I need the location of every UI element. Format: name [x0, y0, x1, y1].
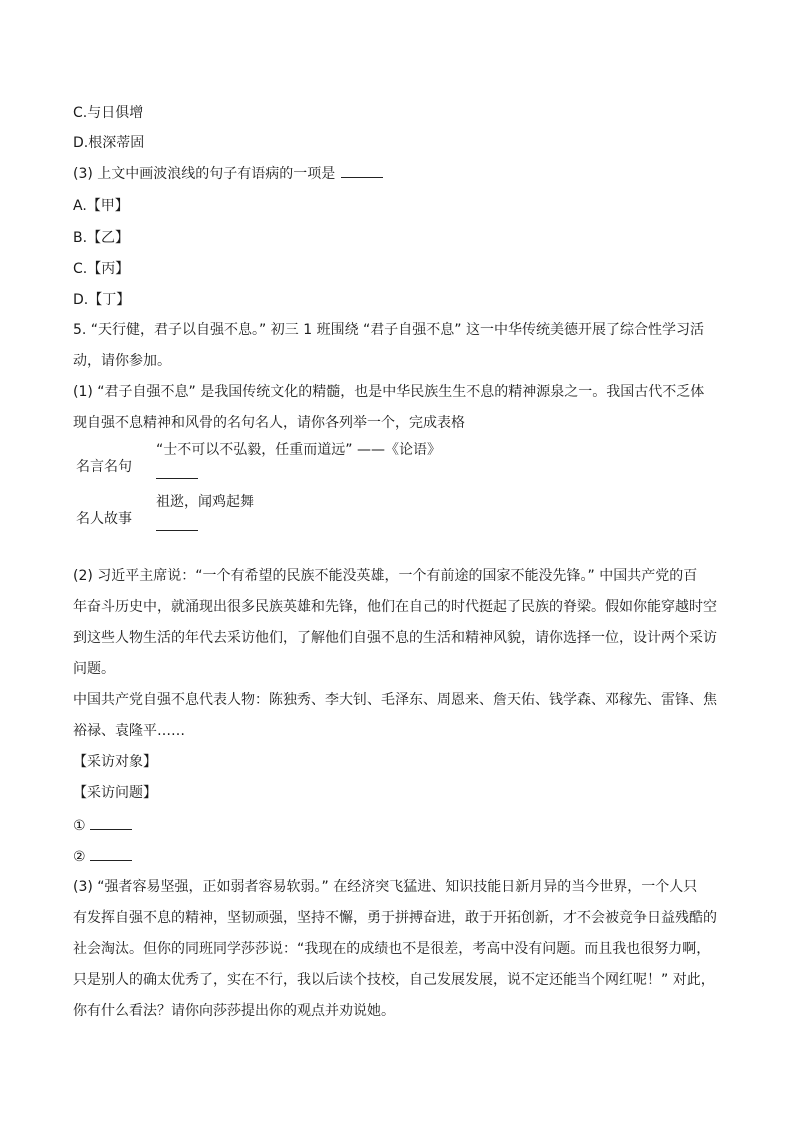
question-3-prompt: (3) 上文中画波浪线的句子有语病的一项是 [73, 166, 336, 182]
subquestion-1-line1: (1) “君子自强不息” 是我国传统文化的精髓，也是中华民族生生不息的精神源泉之一。我国古代不乏体 [73, 384, 705, 400]
subquestion-2-line1: (2) 习近平主席说：“一个有希望的民族不能没英雄，一个有前途的国家不能没先锋。” 中国共产党的百 [73, 568, 698, 584]
interviewee-label: 【采访对象】 [73, 754, 157, 770]
representatives-line1: 中国共产党自强不息代表人物：陈独秀、李大钊、毛泽东、周恩来、詹天佑、钱学森、邓稼先、雷锋、焦 [73, 692, 717, 708]
answer-blank [90, 815, 132, 830]
questions-label: 【采访问题】 [73, 785, 157, 801]
subquestion-2-line2: 年奋斗历史中，就涌现出很多民族英雄和先锋，他们在自己的时代挺起了民族的脊梁。假如你能穿越时空 [73, 599, 717, 615]
question-3-text [73, 163, 722, 184]
subquestion-3-line5: 你有什么看法？请你向莎莎提出你的观点并劝说她。 [73, 1003, 395, 1019]
answer-blank [90, 846, 132, 861]
quote-blank [156, 478, 198, 479]
fill-table [73, 440, 486, 544]
subquestion-3-line4: 只是别人的确太优秀了，实在不行，我以后读个技校，自己发展发展，说不定还能当个网红呢！” 对此， [73, 972, 715, 988]
table-row [73, 440, 486, 492]
quote-example: “士不可以不弘毅，任重而道远” ——《论语》 [156, 442, 441, 458]
option-c-bing: C.【丙】 [73, 261, 130, 277]
question-5-intro-line2: 动，请你参加。 [73, 353, 171, 369]
item-marker-1: ① [73, 818, 86, 834]
subquestion-3-line3: 社会淘汰。但你的同班同学莎莎说：“我现在的成绩也不是很差，考高中没有问题。而且我也很努力啊， [73, 941, 711, 957]
question-5-intro-line1: 5. “天行健，君子以自强不息。” 初三 1 班围绕 “君子自强不息” 这一中华传统美德开展了综合性学习活 [73, 322, 704, 338]
option-b-yi: B.【乙】 [73, 230, 130, 246]
option-d-ding: D.【丁】 [73, 292, 131, 308]
answer-blank [341, 163, 383, 178]
subquestion-2-line3: 到这些人物生活的年代去采访他们，了解他们自强不息的生活和精神风貌，请你选择一位，设计两个采访 [73, 630, 717, 646]
option-d: D.根深蒂固 [73, 135, 145, 151]
subquestion-3-line2: 有发挥自强不息的精神，坚韧顽强，坚持不懈，勇于拼搏奋进，敢于开拓创新，才不会被竞争日益残酷的 [73, 910, 717, 926]
row-label-quotes: 名言名句 [76, 459, 132, 475]
story-example: 祖逖，闻鸡起舞 [156, 494, 254, 510]
subquestion-1-line2: 现自强不息精神和风骨的名句名人，请你各列举一个，完成表格 [73, 415, 465, 431]
story-blank [156, 530, 198, 531]
question-item-1 [73, 815, 722, 836]
option-c: C.与日俱增 [73, 105, 144, 121]
row-label-stories: 名人故事 [76, 511, 132, 527]
question-item-2 [73, 846, 722, 867]
cell-story [156, 492, 486, 544]
subquestion-2-line4: 问题。 [73, 661, 115, 677]
cell-quote [156, 440, 486, 492]
table-row [73, 492, 486, 544]
representatives-line2: 裕禄、袁隆平…… [73, 723, 185, 739]
item-marker-2: ② [73, 849, 86, 865]
subquestion-3-line1: (3) “强者容易坚强，正如弱者容易软弱。” 在经济突飞猛进、知识技能日新月异的当今世界，一个人只 [73, 879, 698, 895]
option-a-jia: A.【甲】 [73, 198, 129, 214]
